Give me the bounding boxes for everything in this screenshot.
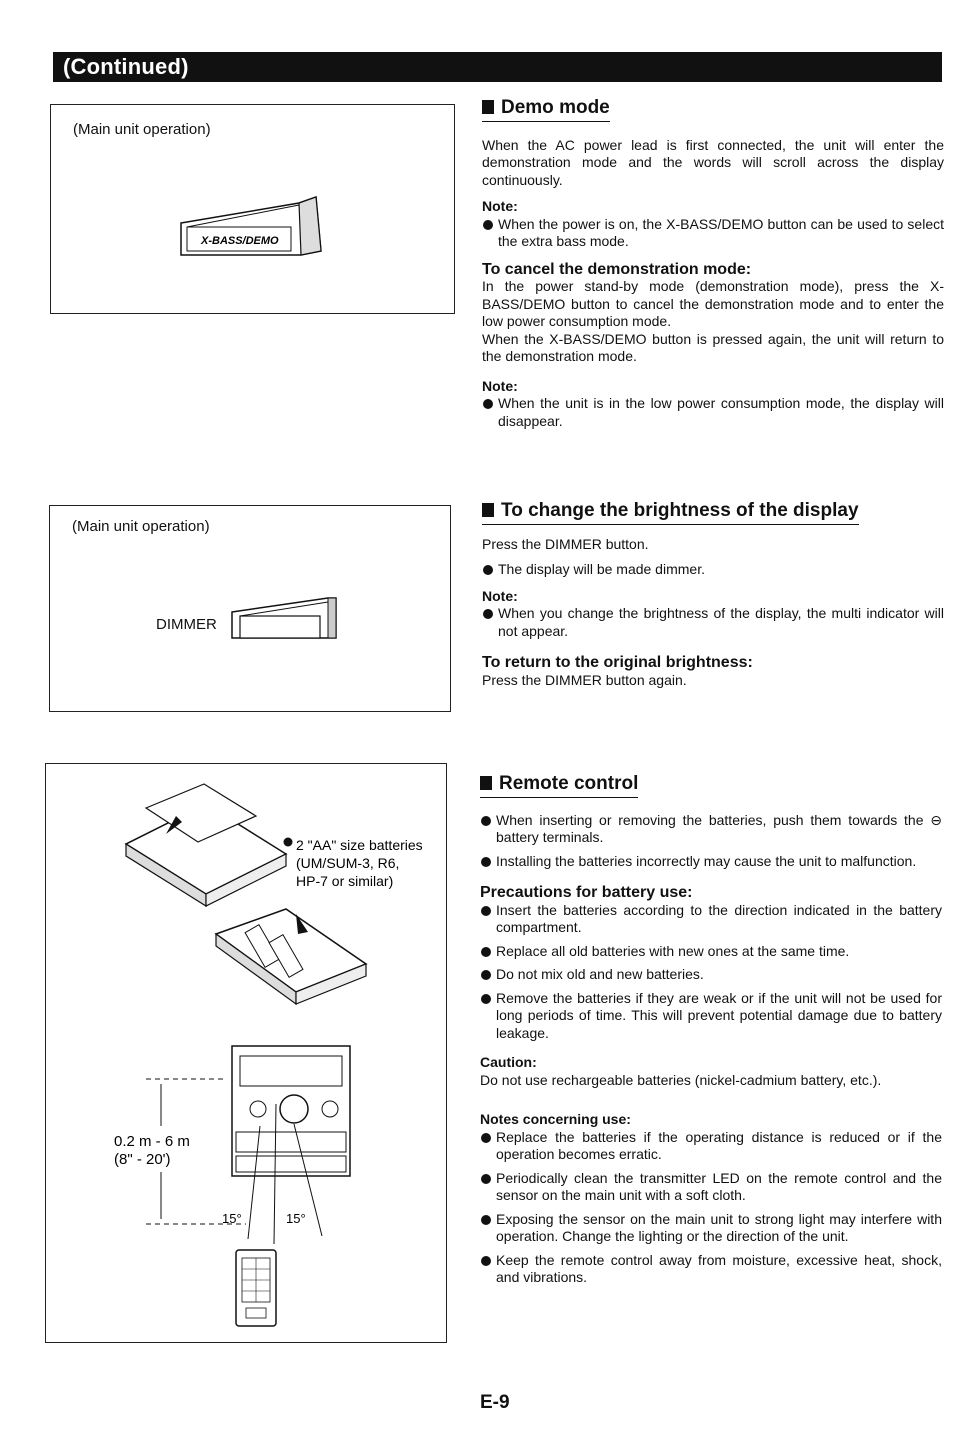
figure-remote	[45, 763, 447, 1343]
notes-heading: Notes concerning use:	[480, 1111, 631, 1127]
remote-battery-illustration	[46, 764, 446, 1342]
demo-note-1: When the power is on, the X-BASS/DEMO button can be used to select the extra bass mode.	[482, 216, 944, 251]
remote-batteries-drawing	[216, 909, 366, 1004]
figure-xbass-demo	[50, 104, 455, 314]
battery-text-3: HP-7 or similar)	[296, 873, 394, 889]
remote-bullet-2: Installing the batteries incorrectly may cause the unit to malfunction.	[480, 853, 942, 871]
distance-label: 0.2 m - 6 m	[114, 1133, 190, 1150]
figure-caption-2: (Main unit operation)	[72, 518, 210, 535]
cancel-demo-p2: When the X-BASS/DEMO button is pressed again, the unit will return to the demonstration mode.	[482, 330, 944, 364]
remote-heading: Remote control	[480, 775, 638, 798]
precaution-1: Insert the batteries according to the direction indicated in the battery compartment.	[480, 902, 942, 937]
xbass-demo-button-label: X-BASS/DEMO	[201, 235, 279, 247]
demo-note-2: When the unit is in the low power consumption mode, the display will disappear.	[482, 395, 944, 430]
brightness-note-1: When you change the brightness of the display, the multi indicator will not appear.	[482, 605, 944, 640]
remote-cover-drawing	[126, 784, 286, 906]
caution-label: Caution:	[480, 1054, 537, 1070]
dimmer-label: DIMMER	[156, 616, 217, 633]
precautions-heading: Precautions for battery use:	[480, 884, 693, 901]
note-label-3: Note:	[482, 587, 518, 604]
main-unit-drawing	[232, 1046, 350, 1176]
usage-note-3: Exposing the sensor on the main unit to strong light may interfere with operation. Change the lighting or the direction of the unit.	[480, 1211, 942, 1246]
figure-caption: (Main unit operation)	[73, 121, 211, 138]
continued-banner	[53, 52, 942, 82]
battery-text-1: 2 "AA" size batteries	[296, 837, 423, 853]
angle-left-label: 15°	[222, 1211, 242, 1226]
precaution-4: Remove the batteries if they are weak or if the unit will not be used for long periods of time. This will prevent potential damage due to battery leakage.	[480, 990, 942, 1043]
usage-note-4: Keep the remote control away from moisture, excessive heat, shock, and vibrations.	[480, 1252, 942, 1287]
page-number: E-9	[480, 1392, 510, 1413]
dimmer-button-illustration	[228, 594, 358, 654]
usage-note-2: Periodically clean the transmitter LED on the remote control and the sensor on the main unit with a soft cloth.	[480, 1170, 942, 1205]
cancel-demo-heading: To cancel the demonstration mode:	[482, 260, 752, 278]
remote-section	[480, 775, 942, 1287]
handheld-remote-drawing	[236, 1250, 276, 1326]
brightness-section	[482, 502, 944, 689]
square-bullet-icon	[480, 776, 492, 790]
note-label: Note:	[482, 198, 518, 214]
brightness-heading: To change the brightness of the display	[482, 502, 859, 525]
note-label-2: Note:	[482, 377, 518, 394]
demo-intro: When the AC power lead is first connected, the unit will enter the demonstration mode and the words will scroll across the display continuously.	[482, 136, 944, 188]
remote-bullet-1: When inserting or removing the batteries, push them towards the ⊖ battery terminals.	[480, 812, 942, 847]
battery-text-2: (UM/SUM-3, R6,	[296, 855, 400, 871]
caution-text: Do not use rechargeable batteries (nickel-cadmium battery, etc.).	[480, 1071, 882, 1088]
banner-title: (Continued)	[63, 54, 189, 79]
square-bullet-icon	[482, 503, 494, 517]
demo-mode-section	[482, 99, 944, 430]
square-bullet-icon	[482, 100, 494, 114]
angle-right-label: 15°	[286, 1211, 306, 1226]
precaution-2: Replace all old batteries with new ones at the same time.	[480, 943, 942, 961]
figure-dimmer	[49, 505, 451, 712]
xbass-demo-button-illustration	[51, 105, 454, 313]
brightness-p1: Press the DIMMER button.	[482, 535, 649, 552]
cancel-demo-p1: In the power stand-by mode (demonstration mode), press the X-BASS/DEMO button to cancel the demonstration mode and to enter the low power consumption mode.	[482, 278, 944, 329]
return-brightness-p: Press the DIMMER button again.	[482, 671, 687, 688]
distance-imperial-label: (8" - 20')	[114, 1151, 171, 1168]
usage-note-1: Replace the batteries if the operating distance is reduced or if the operation becomes erratic.	[480, 1129, 942, 1164]
return-brightness-heading: To return to the original brightness:	[482, 654, 753, 671]
brightness-bullet-1: The display will be made dimmer.	[482, 561, 944, 579]
demo-mode-heading: Demo mode	[482, 99, 610, 122]
precaution-3: Do not mix old and new batteries.	[480, 966, 942, 984]
